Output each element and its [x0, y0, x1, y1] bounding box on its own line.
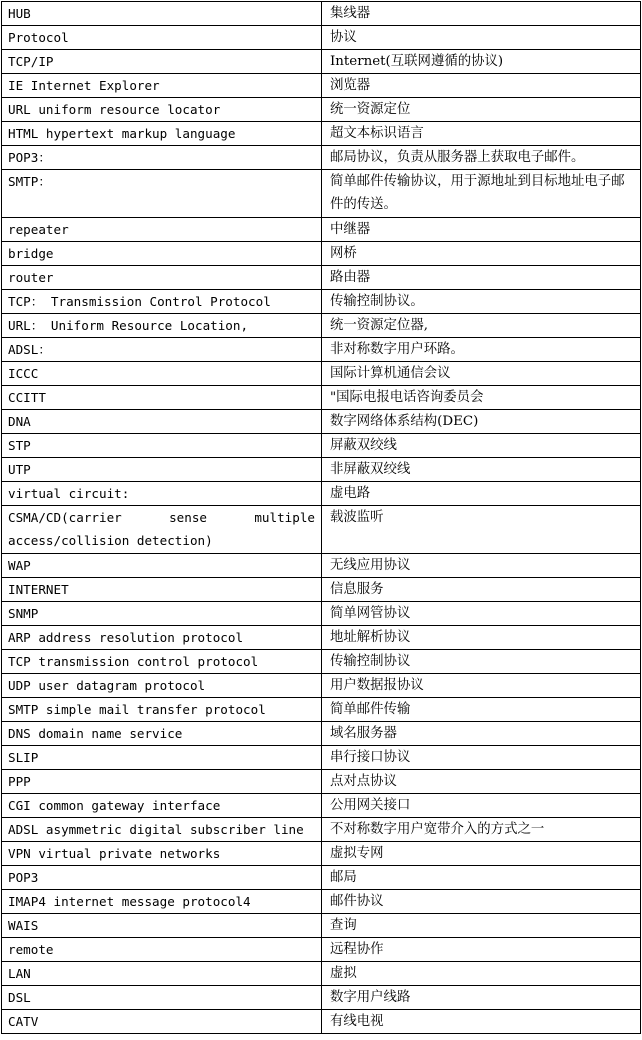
table-row — [2, 746, 641, 770]
table-row — [2, 1010, 641, 1034]
meaning-cell: 公用网关接口 — [322, 794, 641, 818]
table-row — [2, 218, 641, 242]
table-row — [2, 914, 641, 938]
meaning-cell: 路由器 — [322, 266, 641, 290]
term-cell: ADSL： — [2, 338, 322, 362]
meaning-cell: 无线应用协议 — [322, 554, 641, 578]
meaning-cell: 邮件协议 — [322, 890, 641, 914]
term-cell: URL uniform resource locator — [2, 98, 322, 122]
table-row — [2, 122, 641, 146]
meaning-cell: 非屏蔽双绞线 — [322, 458, 641, 482]
term-cell: HUB — [2, 2, 322, 26]
table-row — [2, 2, 641, 26]
meaning-cell: 简单网管协议 — [322, 602, 641, 626]
meaning-cell: 统一资源定位器, — [322, 314, 641, 338]
meaning-cell: 邮局 — [322, 866, 641, 890]
table-row — [2, 770, 641, 794]
term-cell: PPP — [2, 770, 322, 794]
term-cell: remote — [2, 938, 322, 962]
term-cell: Protocol — [2, 26, 322, 50]
table-row — [2, 698, 641, 722]
term-cell: POP3： — [2, 146, 322, 170]
term-cell: CATV — [2, 1010, 322, 1034]
table-row — [2, 50, 641, 74]
meaning-cell: 查询 — [322, 914, 641, 938]
meaning-cell: 虚拟 — [322, 962, 641, 986]
table-row — [2, 674, 641, 698]
table-row — [2, 482, 641, 506]
table-row — [2, 434, 641, 458]
term-cell: WAP — [2, 554, 322, 578]
meaning-cell: 协议 — [322, 26, 641, 50]
meaning-cell: 邮局协议，负责从服务器上获取电子邮件。 — [322, 146, 641, 170]
term-cell: VPN virtual private networks — [2, 842, 322, 866]
term-cell: DNA — [2, 410, 322, 434]
meaning-cell: 集线器 — [322, 2, 641, 26]
meaning-cell: 传输控制协议 — [322, 650, 641, 674]
term-cell: DSL — [2, 986, 322, 1010]
term-cell: SMTP simple mail transfer protocol — [2, 698, 322, 722]
table-row — [2, 242, 641, 266]
term-cell: HTML hypertext markup language — [2, 122, 322, 146]
term-cell: virtual circuit: — [2, 482, 322, 506]
meaning-cell: 远程协作 — [322, 938, 641, 962]
meaning-cell: 串行接口协议 — [322, 746, 641, 770]
term-cell: SNMP — [2, 602, 322, 626]
table-row — [2, 362, 641, 386]
meaning-cell: 统一资源定位 — [322, 98, 641, 122]
term-cell: bridge — [2, 242, 322, 266]
meaning-cell: 屏蔽双绞线 — [322, 434, 641, 458]
meaning-cell: 浏览器 — [322, 74, 641, 98]
glossary-body — [2, 2, 641, 1034]
table-row — [2, 410, 641, 434]
term-cell: router — [2, 266, 322, 290]
meaning-cell: 有线电视 — [322, 1010, 641, 1034]
term-cell: ARP address resolution protocol — [2, 626, 322, 650]
meaning-cell: 不对称数字用户宽带介入的方式之一 — [322, 818, 641, 842]
table-row — [2, 866, 641, 890]
glossary-table — [1, 1, 641, 1034]
term-cell: UDP user datagram protocol — [2, 674, 322, 698]
table-row — [2, 386, 641, 410]
meaning-cell: 简单邮件传输协议，用于源地址到目标地址电子邮件的传送。 — [322, 170, 641, 218]
table-row — [2, 266, 641, 290]
term-cell: INTERNET — [2, 578, 322, 602]
table-row — [2, 98, 641, 122]
meaning-cell: "国际电报电话咨询委员会 — [322, 386, 641, 410]
meaning-cell: 国际计算机通信会议 — [322, 362, 641, 386]
table-row — [2, 290, 641, 314]
meaning-cell: 虚电路 — [322, 482, 641, 506]
meaning-cell: 数字网络体系结构(DEC) — [322, 410, 641, 434]
term-cell: STP — [2, 434, 322, 458]
table-row — [2, 722, 641, 746]
term-cell: SMTP： — [2, 170, 322, 218]
table-row — [2, 818, 641, 842]
term-cell: TCP transmission control protocol — [2, 650, 322, 674]
term-cell: CCITT — [2, 386, 322, 410]
table-row — [2, 962, 641, 986]
table-row — [2, 578, 641, 602]
term-cell: ADSL asymmetric digital subscriber line — [2, 818, 322, 842]
table-row — [2, 938, 641, 962]
table-row — [2, 26, 641, 50]
table-row — [2, 314, 641, 338]
meaning-cell: 点对点协议 — [322, 770, 641, 794]
table-row — [2, 74, 641, 98]
term-cell: IMAP4 internet message protocol4 — [2, 890, 322, 914]
table-row — [2, 626, 641, 650]
meaning-cell: 地址解析协议 — [322, 626, 641, 650]
meaning-cell: 域名服务器 — [322, 722, 641, 746]
table-row — [2, 602, 641, 626]
table-row — [2, 338, 641, 362]
table-row — [2, 458, 641, 482]
meaning-cell: 载波监听 — [322, 506, 641, 554]
table-row — [2, 842, 641, 866]
term-cell: CSMA/CD(carrier sense multiple access/collision detection) — [2, 506, 322, 554]
term-cell: SLIP — [2, 746, 322, 770]
table-row — [2, 794, 641, 818]
meaning-cell: 网桥 — [322, 242, 641, 266]
table-row — [2, 986, 641, 1010]
meaning-cell: 虚拟专网 — [322, 842, 641, 866]
meaning-cell: 中继器 — [322, 218, 641, 242]
table-row — [2, 890, 641, 914]
table-row — [2, 170, 641, 218]
term-cell: TCP/IP — [2, 50, 322, 74]
table-row — [2, 554, 641, 578]
term-cell: ICCC — [2, 362, 322, 386]
meaning-cell: 非对称数字用户环路。 — [322, 338, 641, 362]
meaning-cell: 传输控制协议。 — [322, 290, 641, 314]
term-cell: IE Internet Explorer — [2, 74, 322, 98]
term-cell: POP3 — [2, 866, 322, 890]
term-cell: UTP — [2, 458, 322, 482]
term-cell: repeater — [2, 218, 322, 242]
term-cell: TCP： Transmission Control Protocol — [2, 290, 322, 314]
table-row — [2, 146, 641, 170]
meaning-cell: 信息服务 — [322, 578, 641, 602]
meaning-cell: Internet(互联网遵循的协议) — [322, 50, 641, 74]
meaning-cell: 简单邮件传输 — [322, 698, 641, 722]
meaning-cell: 用户数据报协议 — [322, 674, 641, 698]
term-cell: URL： Uniform Resource Location, — [2, 314, 322, 338]
table-row — [2, 506, 641, 554]
term-cell: DNS domain name service — [2, 722, 322, 746]
term-cell: CGI common gateway interface — [2, 794, 322, 818]
term-cell: LAN — [2, 962, 322, 986]
table-row — [2, 650, 641, 674]
meaning-cell: 超文本标识语言 — [322, 122, 641, 146]
meaning-cell: 数字用户线路 — [322, 986, 641, 1010]
term-cell: WAIS — [2, 914, 322, 938]
